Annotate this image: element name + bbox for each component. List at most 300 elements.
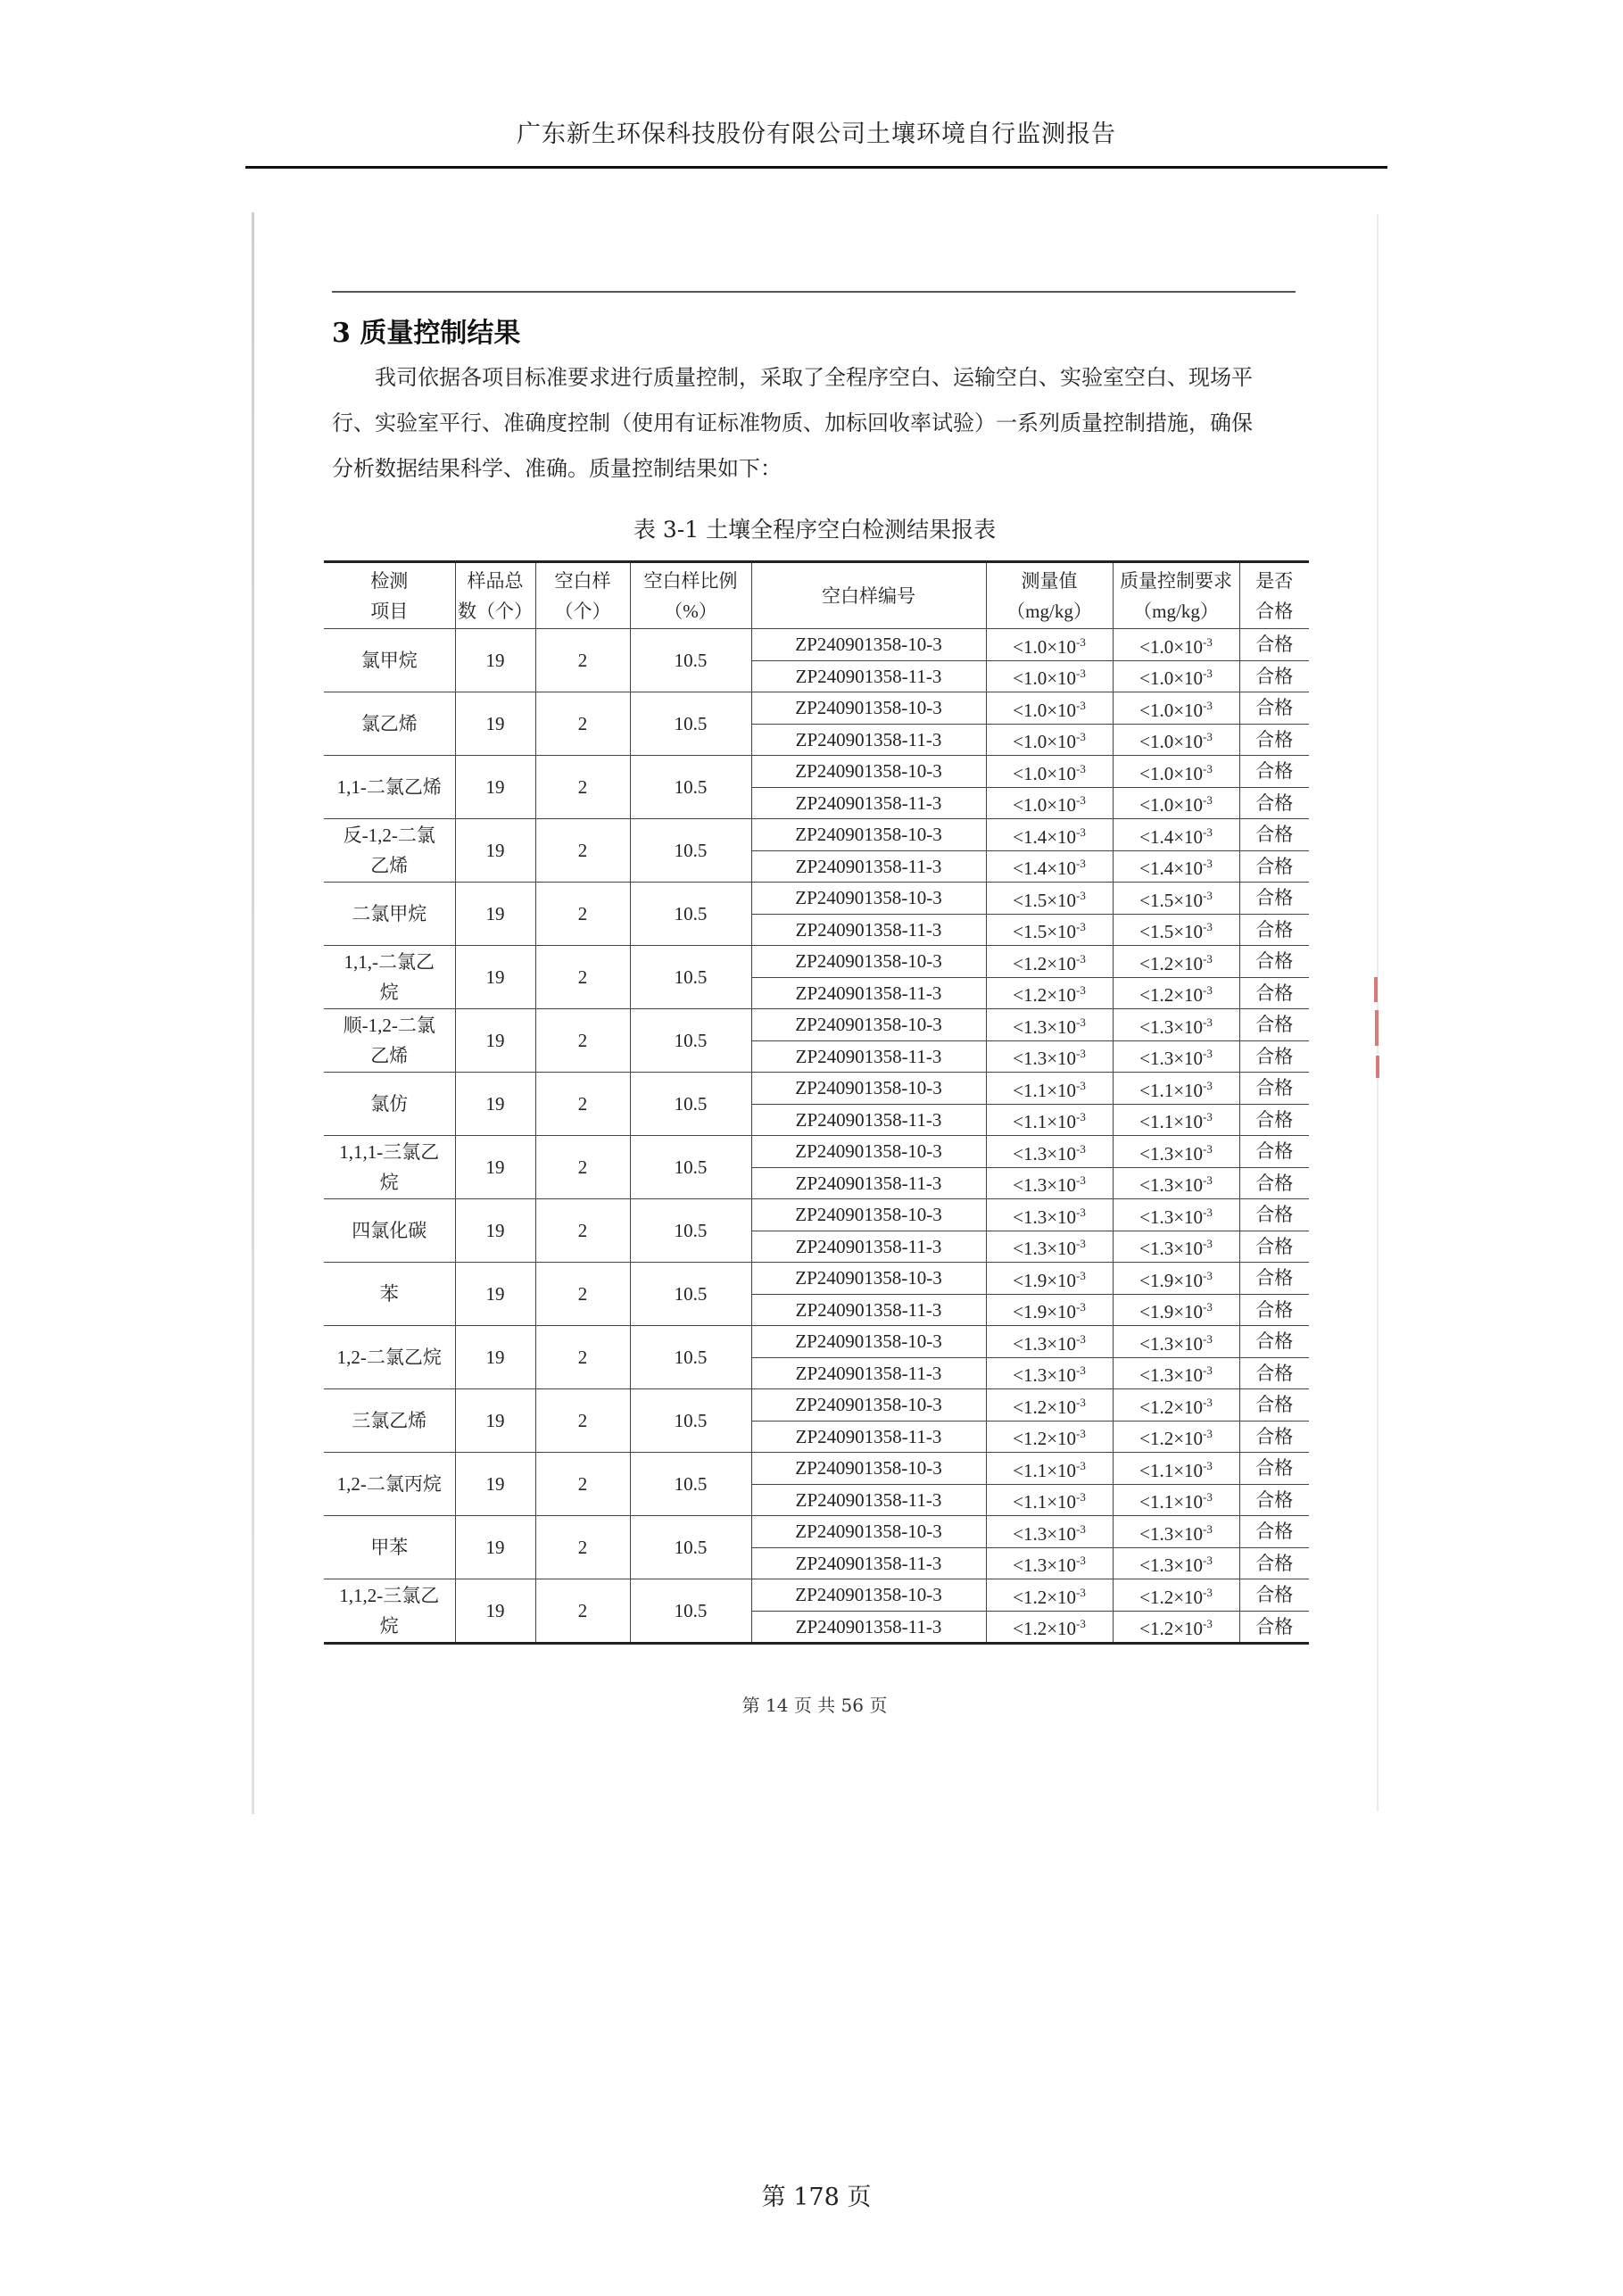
value-exponent: -3	[1076, 1331, 1086, 1346]
value-mantissa: <1.2×10	[1139, 1396, 1204, 1418]
value-exponent: -3	[1076, 634, 1086, 649]
value-exponent: -3	[1076, 1458, 1086, 1472]
cell-measured	[986, 883, 1113, 915]
value-mantissa: <1.3×10	[1139, 1015, 1204, 1038]
cell-total: 19	[455, 1199, 535, 1263]
item-line: 1,1,2-三氯乙	[339, 1585, 440, 1606]
item-line: 1,2-二氯丙烷	[336, 1473, 442, 1495]
value-mantissa: <1.0×10	[1139, 762, 1204, 784]
cell-total: 19	[455, 1579, 535, 1644]
value-mantissa: <1.5×10	[1013, 921, 1077, 943]
cell-pass: 合格	[1239, 1199, 1309, 1231]
item-line: 乙烯	[370, 855, 409, 876]
value-exponent: -3	[1076, 920, 1086, 934]
value-exponent: -3	[1203, 1554, 1213, 1568]
cell-requirement	[1113, 1516, 1239, 1548]
value-mantissa: <1.0×10	[1139, 635, 1204, 658]
value-mantissa: <1.2×10	[1139, 1428, 1204, 1450]
cell-measured	[986, 977, 1113, 1009]
cell-blank-id: ZP240901358-10-3	[751, 756, 986, 788]
cell-blank-ratio: 10.5	[630, 756, 751, 819]
cell-blank-ratio: 10.5	[630, 1326, 751, 1389]
cell-blank-ratio: 10.5	[630, 883, 751, 946]
value-exponent: -3	[1203, 1364, 1213, 1378]
cell-item	[324, 819, 455, 883]
cell-blank-count: 2	[535, 1326, 630, 1389]
cell-measured	[986, 1389, 1113, 1422]
item-line: 二氯甲烷	[352, 903, 427, 924]
value-exponent: -3	[1076, 1078, 1086, 1092]
cell-requirement	[1113, 1357, 1239, 1389]
item-line: 顺-1,2-二氯	[343, 1015, 435, 1036]
cell-pass: 合格	[1239, 1104, 1309, 1136]
table-row	[324, 883, 1309, 915]
value-exponent: -3	[1203, 1331, 1213, 1346]
value-mantissa: <1.3×10	[1139, 1206, 1204, 1228]
value-exponent: -3	[1203, 1458, 1213, 1472]
cell-total: 19	[455, 1009, 535, 1073]
value-exponent: -3	[1076, 1110, 1086, 1124]
value-mantissa: <1.3×10	[1013, 1142, 1077, 1165]
cell-item	[324, 1389, 455, 1453]
value-exponent: -3	[1203, 793, 1213, 808]
cell-requirement	[1113, 724, 1239, 756]
value-mantissa: <1.4×10	[1139, 858, 1204, 880]
cell-measured	[986, 1263, 1113, 1295]
cell-blank-id: ZP240901358-10-3	[751, 1579, 986, 1612]
value-mantissa: <1.9×10	[1139, 1301, 1204, 1323]
value-exponent: -3	[1203, 1521, 1213, 1536]
value-exponent: -3	[1203, 1585, 1213, 1599]
cell-total: 19	[455, 756, 535, 819]
cell-requirement	[1113, 946, 1239, 978]
value-mantissa: <1.0×10	[1013, 635, 1077, 658]
value-exponent: -3	[1076, 1268, 1086, 1282]
report-header-title: 广东新生环保科技股份有限公司土壤环境自行监测报告	[517, 120, 1116, 148]
cell-blank-id: ZP240901358-10-3	[751, 1073, 986, 1105]
value-exponent: -3	[1203, 1015, 1213, 1029]
cell-pass: 合格	[1239, 1389, 1309, 1422]
value-exponent: -3	[1203, 1141, 1213, 1156]
section-title: 3 质量控制结果	[332, 318, 521, 349]
table-row	[324, 629, 1309, 661]
value-mantissa: <1.0×10	[1013, 762, 1077, 784]
cell-requirement	[1113, 1547, 1239, 1579]
cell-requirement	[1113, 1167, 1239, 1199]
value-mantissa: <1.5×10	[1013, 889, 1077, 911]
cell-blank-ratio: 10.5	[630, 1389, 751, 1453]
cell-requirement	[1113, 1453, 1239, 1485]
table-row	[324, 1453, 1309, 1485]
cell-measured	[986, 1484, 1113, 1516]
red-seal-mark	[1375, 1010, 1379, 1046]
cell-blank-count: 2	[535, 1516, 630, 1579]
cell-pass: 合格	[1239, 1484, 1309, 1516]
cell-requirement	[1113, 1136, 1239, 1168]
value-mantissa: <1.5×10	[1139, 889, 1204, 911]
cell-blank-id: ZP240901358-11-3	[751, 1484, 986, 1516]
cell-item	[324, 1516, 455, 1579]
table-row	[324, 1073, 1309, 1105]
cell-total: 19	[455, 1073, 535, 1136]
cell-blank-id: ZP240901358-11-3	[751, 1421, 986, 1453]
value-exponent: -3	[1076, 1015, 1086, 1029]
value-exponent: -3	[1076, 825, 1086, 839]
cell-blank-count: 2	[535, 946, 630, 1009]
cell-measured	[986, 1547, 1113, 1579]
value-mantissa: <1.3×10	[1139, 1142, 1204, 1165]
cell-blank-id: ZP240901358-10-3	[751, 1389, 986, 1422]
header-divider	[245, 166, 1387, 169]
intro-line: 行、实验室平行、准确度控制（使用有证标准物质、加标回收率试验）一系列质量控制措施，确保	[332, 410, 1253, 435]
value-mantissa: <1.1×10	[1013, 1459, 1077, 1481]
cell-total: 19	[455, 1326, 535, 1389]
value-mantissa: <1.4×10	[1013, 858, 1077, 880]
value-exponent: -3	[1203, 951, 1213, 966]
cell-blank-id: ZP240901358-10-3	[751, 1199, 986, 1231]
item-line: 苯	[379, 1283, 399, 1305]
cell-total: 19	[455, 692, 535, 756]
blank-results-table	[324, 560, 1309, 1645]
table-title: 表 3-1 土壤全程序空白检测结果报表	[633, 517, 997, 543]
value-mantissa: <1.4×10	[1013, 825, 1077, 848]
header-requirement: 质量控制要求 （mg/kg）	[1113, 562, 1239, 629]
cell-measured	[986, 1073, 1113, 1105]
cell-pass: 合格	[1239, 660, 1309, 692]
value-exponent: -3	[1203, 825, 1213, 839]
cell-pass: 合格	[1239, 787, 1309, 819]
value-exponent: -3	[1203, 698, 1213, 712]
item-line: 1,1,1-三氯乙	[339, 1141, 440, 1163]
cell-blank-ratio: 10.5	[630, 946, 751, 1009]
cell-pass: 合格	[1239, 1040, 1309, 1073]
cell-requirement	[1113, 1421, 1239, 1453]
value-exponent: -3	[1203, 983, 1213, 998]
red-seal-mark	[1376, 1056, 1379, 1078]
cell-blank-ratio: 10.5	[630, 1009, 751, 1073]
cell-blank-id: ZP240901358-10-3	[751, 946, 986, 978]
value-exponent: -3	[1076, 1300, 1086, 1314]
value-exponent: -3	[1203, 1173, 1213, 1188]
table-row	[324, 1136, 1309, 1168]
cell-measured	[986, 1611, 1113, 1644]
cell-requirement	[1113, 1231, 1239, 1263]
cell-measured	[986, 1516, 1113, 1548]
value-mantissa: <1.2×10	[1013, 952, 1077, 974]
value-mantissa: <1.9×10	[1013, 1301, 1077, 1323]
item-line: 1,2-二氯乙烷	[336, 1347, 442, 1368]
value-mantissa: <1.3×10	[1013, 1332, 1077, 1355]
value-mantissa: <1.3×10	[1013, 1238, 1077, 1260]
value-mantissa: <1.0×10	[1139, 699, 1204, 721]
item-line: 甲苯	[370, 1537, 409, 1558]
value-exponent: -3	[1203, 1237, 1213, 1251]
cell-item	[324, 756, 455, 819]
cell-pass: 合格	[1239, 1167, 1309, 1199]
value-exponent: -3	[1203, 1268, 1213, 1282]
value-exponent: -3	[1076, 761, 1086, 775]
cell-blank-ratio: 10.5	[630, 629, 751, 692]
cell-measured	[986, 1357, 1113, 1389]
cell-requirement	[1113, 756, 1239, 788]
cell-measured	[986, 756, 1113, 788]
value-mantissa: <1.3×10	[1013, 1174, 1077, 1197]
cell-pass: 合格	[1239, 1073, 1309, 1105]
table-row	[324, 1199, 1309, 1231]
cell-pass: 合格	[1239, 1136, 1309, 1168]
cell-blank-ratio: 10.5	[630, 1516, 751, 1579]
header-total: 样品总 数（个）	[455, 562, 535, 629]
cell-pass: 合格	[1239, 1421, 1309, 1453]
cell-blank-count: 2	[535, 756, 630, 819]
value-mantissa: <1.2×10	[1139, 984, 1204, 1007]
cell-pass: 合格	[1239, 977, 1309, 1009]
value-mantissa: <1.3×10	[1139, 1522, 1204, 1545]
value-exponent: -3	[1076, 1047, 1086, 1061]
header-blank-count: 空白样 （个）	[535, 562, 630, 629]
cell-blank-ratio: 10.5	[630, 1073, 751, 1136]
cell-pass: 合格	[1239, 692, 1309, 725]
cell-requirement	[1113, 850, 1239, 883]
cell-measured	[986, 1294, 1113, 1326]
value-mantissa: <1.0×10	[1013, 667, 1077, 690]
table-row	[324, 1516, 1309, 1548]
cell-item	[324, 692, 455, 756]
cell-requirement	[1113, 1389, 1239, 1422]
header-pass: 是否 合格	[1239, 562, 1309, 629]
value-mantissa: <1.0×10	[1013, 699, 1077, 721]
value-mantissa: <1.0×10	[1013, 731, 1077, 753]
cell-measured	[986, 1009, 1113, 1041]
cell-blank-ratio: 10.5	[630, 1263, 751, 1326]
cell-blank-id: ZP240901358-11-3	[751, 914, 986, 946]
item-line: 烷	[379, 1615, 399, 1637]
cell-pass: 合格	[1239, 724, 1309, 756]
cell-blank-ratio: 10.5	[630, 1136, 751, 1199]
value-mantissa: <1.0×10	[1139, 731, 1204, 753]
cell-measured	[986, 660, 1113, 692]
cell-blank-count: 2	[535, 1073, 630, 1136]
cell-measured	[986, 1326, 1113, 1358]
value-mantissa: <1.2×10	[1013, 1618, 1077, 1640]
intro-line: 分析数据结果科学、准确。质量控制结果如下：	[332, 456, 782, 481]
cell-blank-id: ZP240901358-11-3	[751, 1357, 986, 1389]
cell-item	[324, 1453, 455, 1516]
value-mantissa: <1.5×10	[1139, 921, 1204, 943]
value-mantissa: <1.2×10	[1139, 952, 1204, 974]
cell-blank-count: 2	[535, 692, 630, 756]
value-exponent: -3	[1076, 983, 1086, 998]
value-exponent: -3	[1076, 1395, 1086, 1409]
intro-line: 我司依据各项目标准要求进行质量控制，采取了全程序空白、运输空白、实验室空白、现场平	[375, 365, 1253, 390]
item-line: 三氯乙烯	[352, 1410, 427, 1431]
value-exponent: -3	[1076, 857, 1086, 871]
cell-requirement	[1113, 1484, 1239, 1516]
value-mantissa: <1.2×10	[1139, 1618, 1204, 1640]
cell-measured	[986, 1199, 1113, 1231]
value-exponent: -3	[1203, 761, 1213, 775]
cell-item	[324, 1263, 455, 1326]
table-row	[324, 1263, 1309, 1295]
value-exponent: -3	[1076, 1427, 1086, 1441]
cell-requirement	[1113, 1009, 1239, 1041]
cell-requirement	[1113, 1199, 1239, 1231]
cell-blank-id: ZP240901358-11-3	[751, 660, 986, 692]
value-exponent: -3	[1076, 1237, 1086, 1251]
cell-total: 19	[455, 1516, 535, 1579]
cell-blank-id: ZP240901358-10-3	[751, 692, 986, 725]
value-exponent: -3	[1076, 1205, 1086, 1219]
value-mantissa: <1.3×10	[1013, 1554, 1077, 1577]
cell-item	[324, 1136, 455, 1199]
value-mantissa: <1.2×10	[1013, 1396, 1077, 1418]
cell-blank-id: ZP240901358-11-3	[751, 1231, 986, 1263]
value-exponent: -3	[1076, 888, 1086, 902]
header-blank-id: 空白样编号	[751, 562, 986, 629]
table-row	[324, 1389, 1309, 1422]
cell-blank-count: 2	[535, 1263, 630, 1326]
cell-requirement	[1113, 1579, 1239, 1612]
cell-measured	[986, 946, 1113, 978]
cell-blank-id: ZP240901358-11-3	[751, 850, 986, 883]
cell-pass: 合格	[1239, 1579, 1309, 1612]
item-line: 氯甲烷	[360, 650, 418, 671]
value-mantissa: <1.9×10	[1013, 1269, 1077, 1291]
intro-paragraph	[332, 355, 1297, 492]
cell-requirement	[1113, 819, 1239, 851]
cell-pass: 合格	[1239, 1009, 1309, 1041]
cell-blank-id: ZP240901358-10-3	[751, 883, 986, 915]
value-exponent: -3	[1203, 1205, 1213, 1219]
value-mantissa: <1.3×10	[1013, 1206, 1077, 1228]
cell-blank-id: ZP240901358-10-3	[751, 1453, 986, 1485]
scan-edge-left	[252, 212, 254, 1814]
value-exponent: -3	[1076, 1585, 1086, 1599]
cell-pass: 合格	[1239, 850, 1309, 883]
value-exponent: -3	[1203, 667, 1213, 681]
cell-requirement	[1113, 1104, 1239, 1136]
cell-blank-id: ZP240901358-11-3	[751, 1294, 986, 1326]
outer-page-number: 第 178 页	[761, 2184, 872, 2211]
cell-item	[324, 1579, 455, 1644]
cell-requirement	[1113, 1294, 1239, 1326]
value-exponent: -3	[1203, 634, 1213, 649]
cell-item	[324, 883, 455, 946]
cell-pass: 合格	[1239, 883, 1309, 915]
cell-blank-id: ZP240901358-11-3	[751, 1547, 986, 1579]
cell-blank-id: ZP240901358-11-3	[751, 724, 986, 756]
value-mantissa: <1.0×10	[1013, 794, 1077, 816]
cell-blank-id: ZP240901358-10-3	[751, 1009, 986, 1041]
value-exponent: -3	[1203, 1078, 1213, 1092]
value-exponent: -3	[1076, 1141, 1086, 1156]
cell-total: 19	[455, 1263, 535, 1326]
value-exponent: -3	[1203, 1110, 1213, 1124]
cell-blank-ratio: 10.5	[630, 819, 751, 883]
item-line: 反-1,2-二氯	[343, 825, 435, 846]
cell-blank-id: ZP240901358-11-3	[751, 1040, 986, 1073]
cell-pass: 合格	[1239, 819, 1309, 851]
cell-measured	[986, 1579, 1113, 1612]
value-exponent: -3	[1076, 951, 1086, 966]
cell-blank-count: 2	[535, 1579, 630, 1644]
cell-pass: 合格	[1239, 1547, 1309, 1579]
cell-blank-id: ZP240901358-11-3	[751, 1167, 986, 1199]
value-exponent: -3	[1203, 1395, 1213, 1409]
inner-page-number: 第 14 页 共 56 页	[741, 1695, 888, 1716]
table-row	[324, 1579, 1309, 1612]
item-line: 烷	[379, 982, 399, 1003]
cell-requirement	[1113, 787, 1239, 819]
value-exponent: -3	[1203, 1617, 1213, 1631]
header-blank-ratio: 空白样比例 （%）	[630, 562, 751, 629]
cell-blank-id: ZP240901358-10-3	[751, 819, 986, 851]
value-mantissa: <1.0×10	[1139, 667, 1204, 690]
value-mantissa: <1.3×10	[1139, 1364, 1204, 1387]
cell-blank-count: 2	[535, 819, 630, 883]
cell-measured	[986, 1167, 1113, 1199]
value-mantissa: <1.0×10	[1139, 794, 1204, 816]
value-mantissa: <1.3×10	[1013, 1015, 1077, 1038]
value-mantissa: <1.4×10	[1139, 825, 1204, 848]
cell-blank-count: 2	[535, 883, 630, 946]
item-line: 乙烯	[370, 1045, 409, 1066]
cell-total: 19	[455, 883, 535, 946]
cell-requirement	[1113, 1611, 1239, 1644]
item-line: 1,1-二氯乙烯	[336, 776, 442, 798]
value-exponent: -3	[1076, 1173, 1086, 1188]
cell-requirement	[1113, 1040, 1239, 1073]
cell-pass: 合格	[1239, 1357, 1309, 1389]
value-exponent: -3	[1203, 1047, 1213, 1061]
cell-blank-id: ZP240901358-10-3	[751, 1136, 986, 1168]
cell-measured	[986, 1136, 1113, 1168]
value-mantissa: <1.1×10	[1139, 1491, 1204, 1513]
value-exponent: -3	[1203, 857, 1213, 871]
value-mantissa: <1.1×10	[1139, 1111, 1204, 1133]
cell-blank-id: ZP240901358-11-3	[751, 977, 986, 1009]
cell-blank-count: 2	[535, 1136, 630, 1199]
value-mantissa: <1.3×10	[1139, 1554, 1204, 1577]
item-line: 烷	[379, 1172, 399, 1193]
cell-item	[324, 1326, 455, 1389]
cell-total: 19	[455, 1136, 535, 1199]
cell-blank-count: 2	[535, 1453, 630, 1516]
cell-blank-id: ZP240901358-10-3	[751, 1516, 986, 1548]
value-mantissa: <1.3×10	[1013, 1364, 1077, 1387]
item-line: 1,1,-二氯乙	[344, 951, 435, 973]
value-exponent: -3	[1203, 888, 1213, 902]
cell-item	[324, 1199, 455, 1263]
table-header-row	[324, 562, 1309, 629]
value-exponent: -3	[1076, 1521, 1086, 1536]
item-line: 四氯化碳	[352, 1220, 427, 1241]
cell-pass: 合格	[1239, 1453, 1309, 1485]
value-exponent: -3	[1203, 1427, 1213, 1441]
item-line: 氯乙烯	[360, 713, 418, 734]
cell-measured	[986, 629, 1113, 661]
cell-pass: 合格	[1239, 946, 1309, 978]
cell-blank-id: ZP240901358-11-3	[751, 1104, 986, 1136]
header-item: 检测 项目	[324, 562, 455, 629]
cell-measured	[986, 724, 1113, 756]
cell-measured	[986, 692, 1113, 725]
cell-measured	[986, 1231, 1113, 1263]
cell-pass: 合格	[1239, 1294, 1309, 1326]
table-row	[324, 692, 1309, 725]
cell-requirement	[1113, 692, 1239, 725]
value-exponent: -3	[1203, 920, 1213, 934]
